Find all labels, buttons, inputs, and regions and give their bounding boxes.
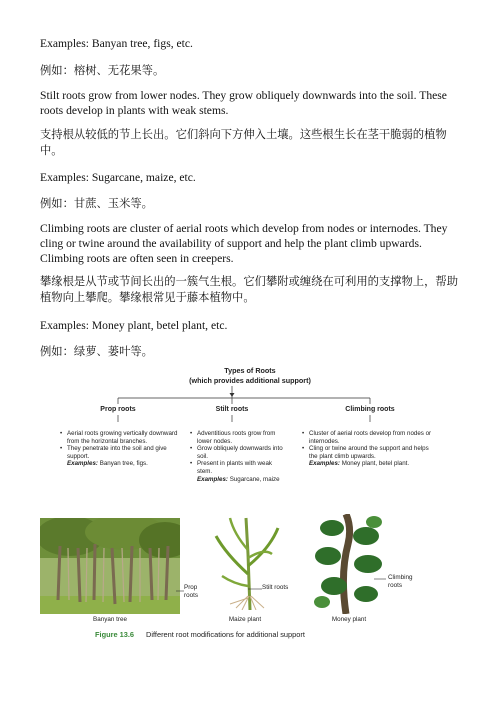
figure-caption-text: Different root modifications for additional support bbox=[146, 630, 305, 639]
stilt-roots-callout: Stilt roots bbox=[262, 584, 289, 591]
figure-caption bbox=[40, 630, 460, 639]
list-item: • Aerial roots growing vertically downward from the horizontal branches. bbox=[60, 430, 182, 445]
stilt-roots-heading: Stilt roots bbox=[215, 406, 249, 413]
example-banyan-en: Examples: Banyan tree, figs, etc. bbox=[40, 37, 193, 50]
stilt-roots-paragraph-zh: 支持根从较低的节上长出。它们斜向下方伸入土壤。这些根生长在茎干脆弱的植物中。 bbox=[40, 128, 447, 157]
callout-line: roots bbox=[388, 581, 402, 589]
examples-label: Examples: bbox=[197, 475, 228, 483]
prop-roots-callout bbox=[184, 584, 198, 599]
prop-roots-heading: Prop roots bbox=[100, 406, 136, 413]
climbing-roots-callout bbox=[388, 574, 413, 589]
list-item: • They penetrate into the soil and give support. bbox=[60, 445, 182, 460]
figure-number: Figure 13.6 bbox=[95, 630, 135, 639]
figure-title: Types of Roots bbox=[224, 366, 276, 375]
list-item: • Cling or twine around the support and helps the plant climb upwards. bbox=[302, 445, 432, 460]
examples-text: Sugarcane, maize bbox=[229, 475, 280, 483]
example-sugarcane-zh: 例如：甘蔗、玉米等。 bbox=[40, 197, 153, 210]
money-plant-label: Money plant bbox=[331, 616, 367, 623]
prop-roots-list bbox=[60, 430, 182, 468]
figure-connector-lines bbox=[40, 362, 460, 422]
callout-line: Climbing bbox=[388, 574, 413, 581]
stilt-roots-paragraph-en: Stilt roots grow from lower nodes. They grow obliquely downwards into the soil. These roots develop in plants with weak stems. bbox=[40, 89, 447, 117]
money-plant-image bbox=[312, 514, 386, 614]
root-types-figure bbox=[40, 362, 460, 652]
prop-roots-examples bbox=[60, 460, 182, 468]
examples-text: Banyan tree, figs. bbox=[99, 460, 148, 468]
stilt-roots-list bbox=[190, 430, 288, 483]
examples-label: Examples: bbox=[309, 460, 340, 468]
list-item: • Present in plants with weak stem. bbox=[190, 460, 288, 475]
list-item: • Grow obliquely downwards into soil. bbox=[190, 445, 288, 460]
maize-plant-image bbox=[212, 514, 282, 610]
banyan-tree-label: Banyan tree bbox=[93, 616, 127, 623]
example-money-plant-en: Examples: Money plant, betel plant, etc. bbox=[40, 319, 228, 332]
list-item: • Adventitious roots grow from lower nodes. bbox=[190, 430, 288, 445]
climbing-roots-paragraph-en: Climbing roots are cluster of aerial roots which develop from nodes or internodes. They cling or twine around the availability of support and help the plant climb upwards. Climbing roots are often seen in creepers. bbox=[40, 222, 448, 265]
climbing-roots-pointer bbox=[374, 576, 388, 582]
banyan-tree-image bbox=[40, 518, 180, 614]
examples-label: Examples: bbox=[67, 460, 98, 468]
climbing-roots-list bbox=[302, 430, 432, 468]
maize-plant-label: Maize plant bbox=[228, 616, 262, 623]
stilt-roots-pointer bbox=[248, 586, 264, 592]
examples-text: Money plant, betel plant. bbox=[341, 460, 410, 468]
list-item: • Cluster of aerial roots develop from nodes or internodes. bbox=[302, 430, 432, 445]
callout-line: Prop bbox=[184, 584, 198, 591]
example-banyan-zh: 例如：榕树、无花果等。 bbox=[40, 64, 165, 77]
figure-subtitle: (which provides additional support) bbox=[189, 376, 311, 385]
climbing-roots-examples bbox=[302, 460, 432, 468]
climbing-roots-heading: Climbing roots bbox=[345, 406, 395, 413]
callout-line: roots bbox=[184, 591, 198, 599]
prop-roots-pointer bbox=[176, 588, 186, 594]
climbing-roots-paragraph-zh: 攀缘根是从节或节间长出的一簇气生根。它们攀附或缠绕在可利用的支撑物上，帮助植物向上攀爬。攀缘根常见于藤本植物中。 bbox=[40, 275, 458, 304]
example-sugarcane-en: Examples: Sugarcane, maize, etc. bbox=[40, 171, 196, 184]
example-money-plant-zh: 例如：绿萝、蒌叶等。 bbox=[40, 345, 153, 358]
stilt-roots-examples bbox=[190, 476, 288, 484]
